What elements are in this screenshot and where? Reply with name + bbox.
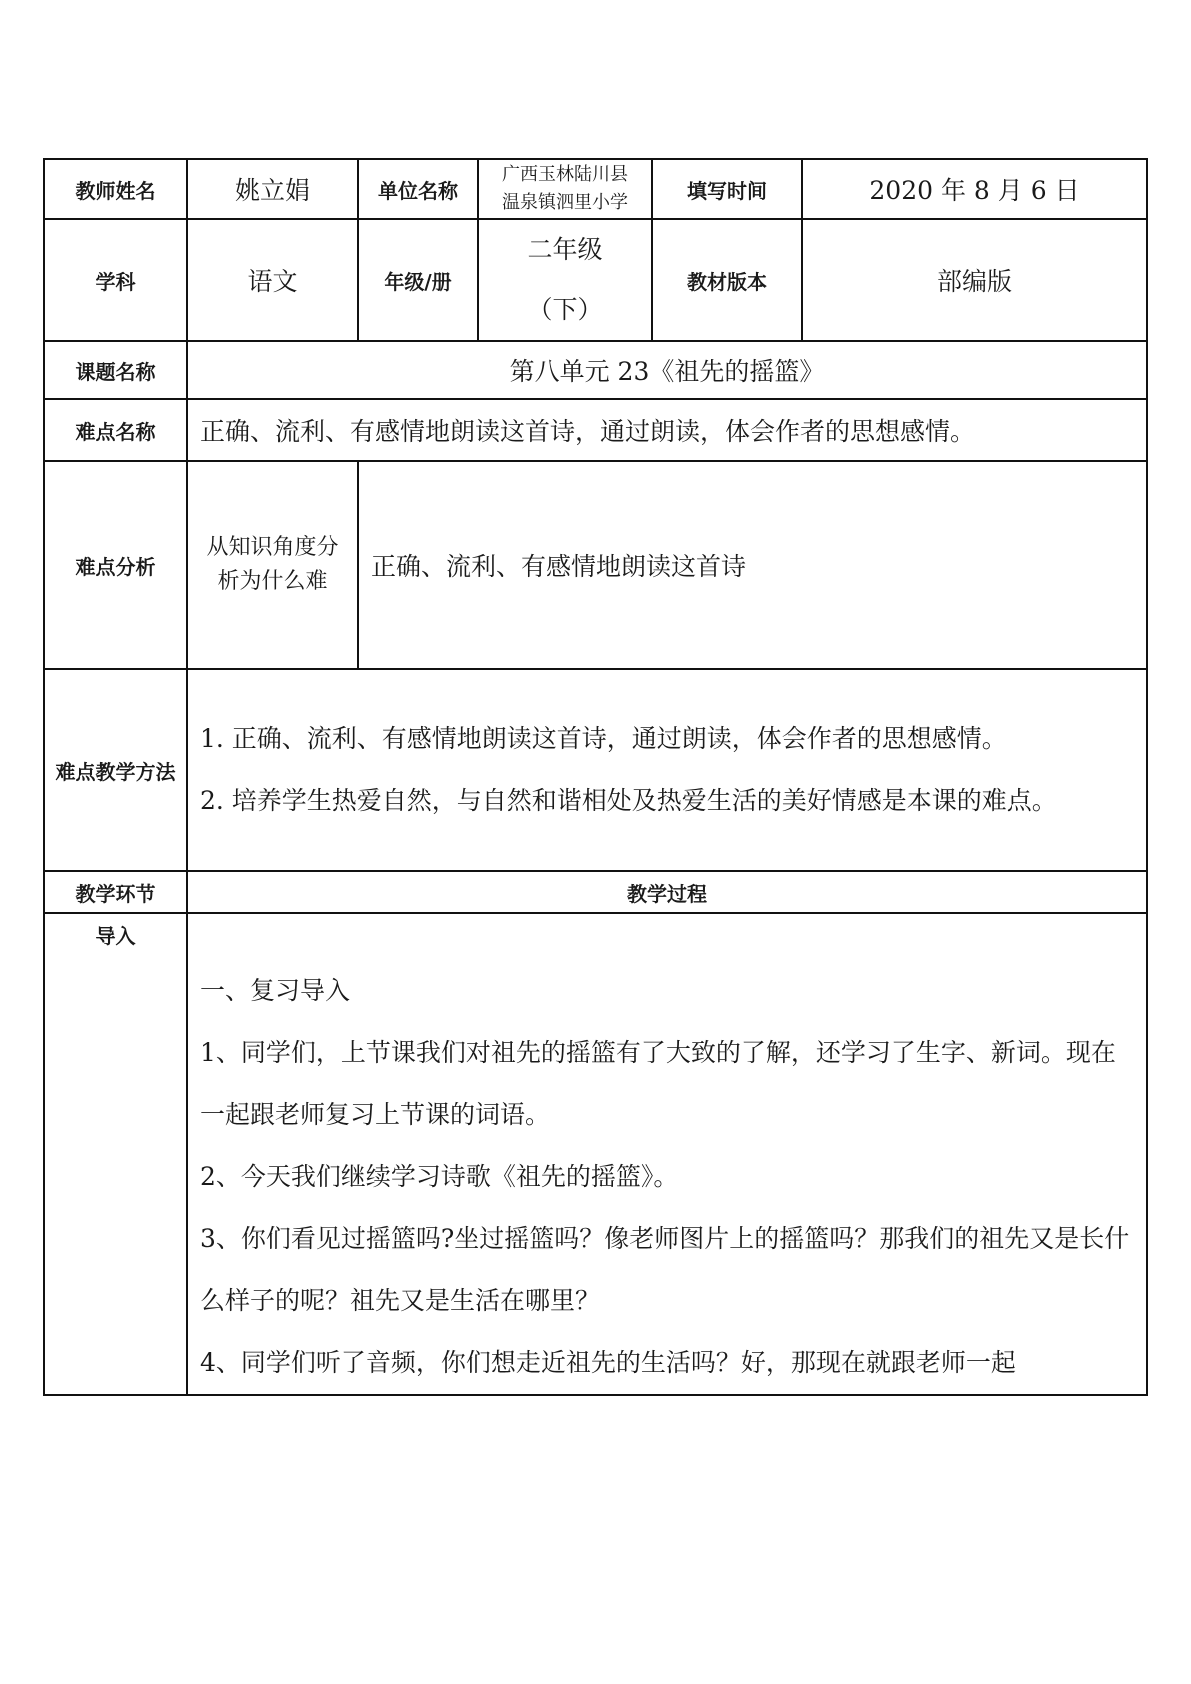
analysis-sub-label <box>187 461 358 669</box>
topic-label: 课题名称 <box>44 341 187 399</box>
edition-value: 部编版 <box>802 219 1147 341</box>
fill-date-label: 填写时间 <box>652 159 802 219</box>
edition-label: 教材版本 <box>652 219 802 341</box>
method-row <box>44 669 1147 871</box>
analysis-sub-line2: 析为什么难 <box>217 569 328 594</box>
header-row <box>44 159 1147 219</box>
unit-name-label: 单位名称 <box>358 159 478 219</box>
fill-date-value: 2020 年 8 月 6 日 <box>802 159 1147 219</box>
difficulty-row <box>44 399 1147 461</box>
method-item: 2. 培养学生热爱自然，与自然和谐相处及热爱生活的美好情感是本课的难点。 <box>200 786 1057 815</box>
intro-line: 2、今天我们继续学习诗歌《祖先的摇篮》。 <box>200 1162 679 1191</box>
analysis-value: 正确、流利、有感情地朗读这首诗 <box>358 461 1147 669</box>
intro-content <box>187 913 1147 1395</box>
stage-column-header: 教学环节 <box>44 871 187 913</box>
subject-label: 学科 <box>44 219 187 341</box>
intro-stage-label: 导入 <box>44 913 187 1395</box>
analysis-row <box>44 461 1147 669</box>
unit-name-line2: 温泉镇泗里小学 <box>502 192 628 213</box>
teacher-name-value: 姚立娟 <box>187 159 358 219</box>
difficulty-value: 正确、流利、有感情地朗读这首诗，通过朗读，体会作者的思想感情。 <box>187 399 1147 461</box>
unit-name-value <box>478 159 652 219</box>
intro-line: 4、同学们听了音频，你们想走近祖先的生活吗？好，那现在就跟老师一起 <box>200 1348 1016 1377</box>
subject-value: 语文 <box>187 219 358 341</box>
subject-row <box>44 219 1147 341</box>
intro-line: 一、复习导入 <box>200 976 351 1005</box>
process-header-row <box>44 871 1147 913</box>
process-column-header: 教学过程 <box>187 871 1147 913</box>
intro-row <box>44 913 1147 1395</box>
grade-value <box>478 219 652 341</box>
teacher-name-label: 教师姓名 <box>44 159 187 219</box>
unit-name-line1: 广西玉林陆川县 <box>502 164 628 185</box>
grade-label: 年级/册 <box>358 219 478 341</box>
analysis-sub-line1: 从知识角度分 <box>206 535 339 560</box>
topic-value: 第八单元 23《祖先的摇篮》 <box>187 341 1147 399</box>
method-item: 1. 正确、流利、有感情地朗读这首诗，通过朗读，体会作者的思想感情。 <box>200 724 1007 753</box>
grade-line1: 二年级 <box>527 235 603 264</box>
method-label: 难点教学方法 <box>44 669 187 871</box>
analysis-label: 难点分析 <box>44 461 187 669</box>
intro-line: 1、同学们，上节课我们对祖先的摇篮有了大致的了解，还学习了生字、新词。现在一起跟老师复习上节课的词语。 <box>200 1038 1116 1129</box>
intro-line: 3、你们看见过摇篮吗?坐过摇篮吗？像老师图片上的摇篮吗？那我们的祖先又是长什么样子的呢？祖先又是生活在哪里？ <box>200 1224 1130 1315</box>
method-content <box>187 669 1147 871</box>
difficulty-label: 难点名称 <box>44 399 187 461</box>
grade-line2: （下） <box>527 295 603 324</box>
topic-row <box>44 341 1147 399</box>
lesson-plan-table <box>43 158 1148 1396</box>
